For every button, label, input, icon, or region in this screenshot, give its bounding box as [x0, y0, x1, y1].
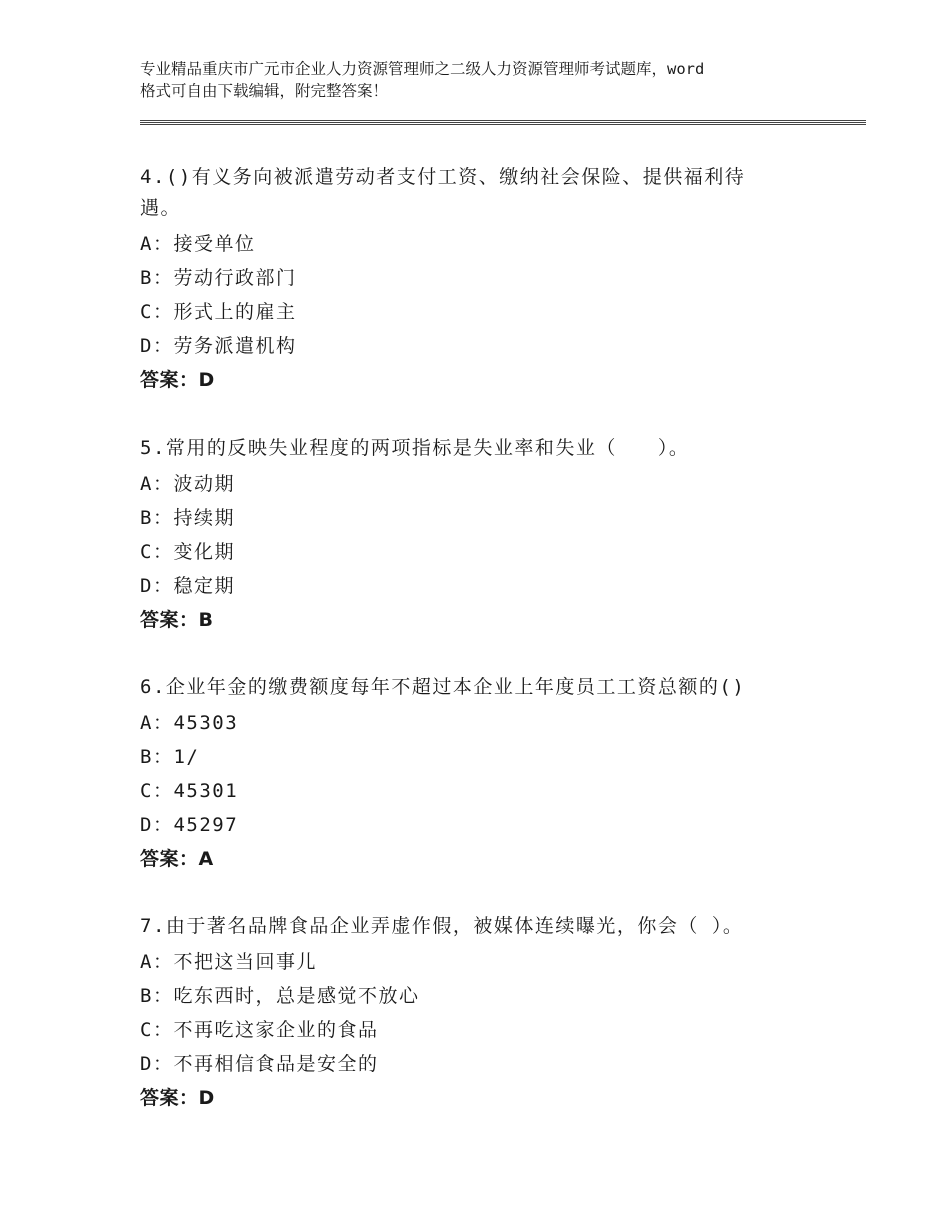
answer: 答案：D	[140, 369, 215, 391]
option-d: D：稳定期	[140, 575, 235, 597]
option-a: A：接受单位	[140, 233, 256, 255]
document-header	[140, 58, 830, 102]
option-b: B：吃东西时，总是感觉不放心	[140, 985, 420, 1007]
question-stem	[140, 162, 800, 224]
header-line-2: 格式可自由下载编辑，附完整答案！	[140, 82, 389, 100]
header-line-1: 专业精品重庆市广元市企业人力资源管理师之二级人力资源管理师考试题库，word	[140, 60, 705, 78]
answer: 答案：D	[140, 1087, 215, 1109]
question-stem-line-1: 6.企业年金的缴费额度每年不超过本企业上年度员工工资总额的()	[140, 676, 746, 698]
question-stem	[140, 672, 800, 703]
question-stem-line-1: 7.由于著名品牌食品企业弄虚作假，被媒体连续曝光，你会（ ）。	[140, 915, 744, 937]
question-stem-line-2: 遇。	[140, 197, 182, 219]
answer: 答案：B	[140, 609, 214, 631]
option-c: C：45301	[140, 780, 239, 802]
question-stem	[140, 911, 800, 942]
option-d: D：45297	[140, 814, 239, 836]
option-a: A：波动期	[140, 473, 235, 495]
answer: 答案：A	[140, 848, 214, 870]
question-stem-line-1: 4.()有义务向被派遣劳动者支付工资、缴纳社会保险、提供福利待	[140, 166, 746, 188]
option-a: A：45303	[140, 712, 239, 734]
question-stem	[140, 433, 800, 464]
option-d: D：劳务派遣机构	[140, 335, 297, 357]
option-b: B：1/	[140, 746, 200, 768]
option-c: C：形式上的雇主	[140, 301, 297, 323]
option-d: D：不再相信食品是安全的	[140, 1053, 379, 1075]
header-divider	[140, 120, 866, 125]
question-7	[140, 911, 800, 1115]
question-stem-line-1: 5.常用的反映失业程度的两项指标是失业率和失业（ ）。	[140, 437, 690, 459]
option-c: C：不再吃这家企业的食品	[140, 1019, 379, 1041]
question-6	[140, 672, 800, 876]
question-5	[140, 433, 800, 637]
option-a: A：不把这当回事儿	[140, 951, 317, 973]
question-4	[140, 162, 800, 397]
option-c: C：变化期	[140, 541, 235, 563]
option-b: B：持续期	[140, 507, 235, 529]
option-b: B：劳动行政部门	[140, 267, 297, 289]
